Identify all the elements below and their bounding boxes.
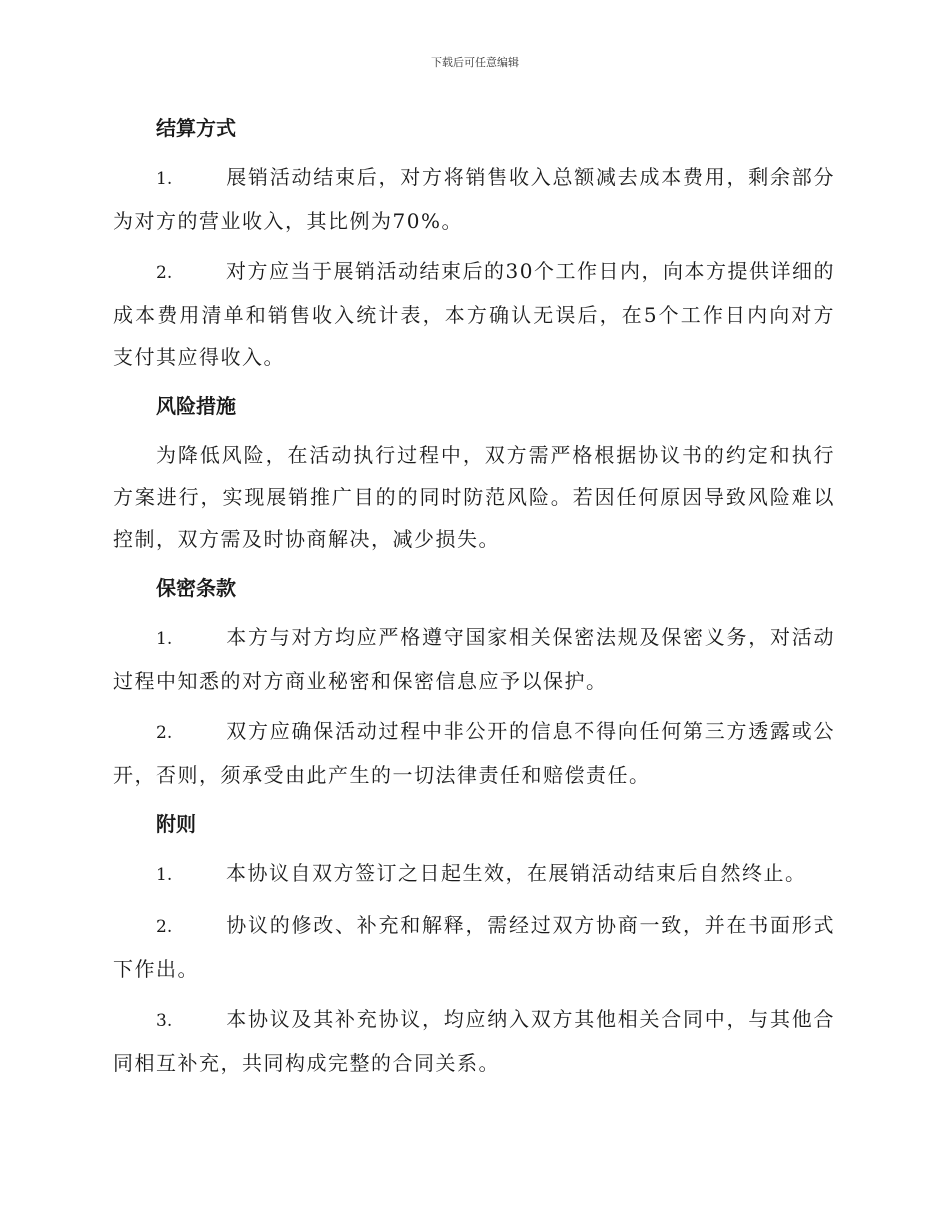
item-text: 协议的修改、补充和解释，需经过双方协商一致，并在书面形式下作出。: [113, 913, 835, 981]
item-text: 本方与对方均应严格遵守国家相关保密法规及保密义务，对活动过程中知悉的对方商业秘密和保密信息应予以保护。: [113, 625, 835, 693]
item-text: 本协议自双方签订之日起生效，在展销活动结束后自然终止。: [226, 861, 807, 885]
supplementary-item-1: [113, 852, 835, 896]
item-number: 2.: [156, 917, 173, 937]
item-number: 2.: [156, 263, 173, 283]
page-header: 下载后可任意编辑: [431, 56, 519, 69]
document-body: [113, 108, 835, 1092]
supplementary-item-2: [113, 904, 835, 990]
item-number: 2.: [156, 723, 173, 743]
risk-paragraph: 为降低风险，在活动执行过程中，双方需严格根据协议书的约定和执行方案进行，实现展销推广目的的同时防范风险。若因任何原因导致风险难以控制，双方需及时协商解决，减少损失。: [113, 443, 835, 551]
confidentiality-item-2: [113, 710, 835, 796]
item-text: 展销活动结束后，对方将销售收入总额减去成本费用，剩余部分为对方的营业收入，其比例为70%。: [113, 165, 835, 233]
item-number: 3.: [156, 1011, 173, 1031]
item-text: 本协议及其补充协议，均应纳入双方其他相关合同中，与其他合同相互补充，共同构成完整的合同关系。: [113, 1007, 835, 1075]
item-number: 1.: [156, 865, 173, 885]
item-text: 双方应确保活动过程中非公开的信息不得向任何第三方透露或公开，否则，须承受由此产生的一切法律责任和赔偿责任。: [113, 719, 835, 787]
section-title-supplementary: 附则: [156, 812, 196, 836]
section-title-confidentiality: 保密条款: [156, 576, 236, 600]
settlement-item-2: [113, 250, 835, 378]
item-text: 对方应当于展销活动结束后的30个工作日内，向本方提供详细的成本费用清单和销售收入统计表，本方确认无误后，在5个工作日内向对方支付其应得收入。: [113, 259, 835, 369]
confidentiality-item-1: [113, 616, 835, 702]
section-title-settlement: 结算方式: [156, 116, 236, 140]
supplementary-item-3: [113, 998, 835, 1084]
settlement-item-1: [113, 156, 835, 242]
section-title-risk: 风险措施: [156, 394, 236, 418]
item-number: 1.: [156, 629, 173, 649]
item-number: 1.: [156, 169, 173, 189]
